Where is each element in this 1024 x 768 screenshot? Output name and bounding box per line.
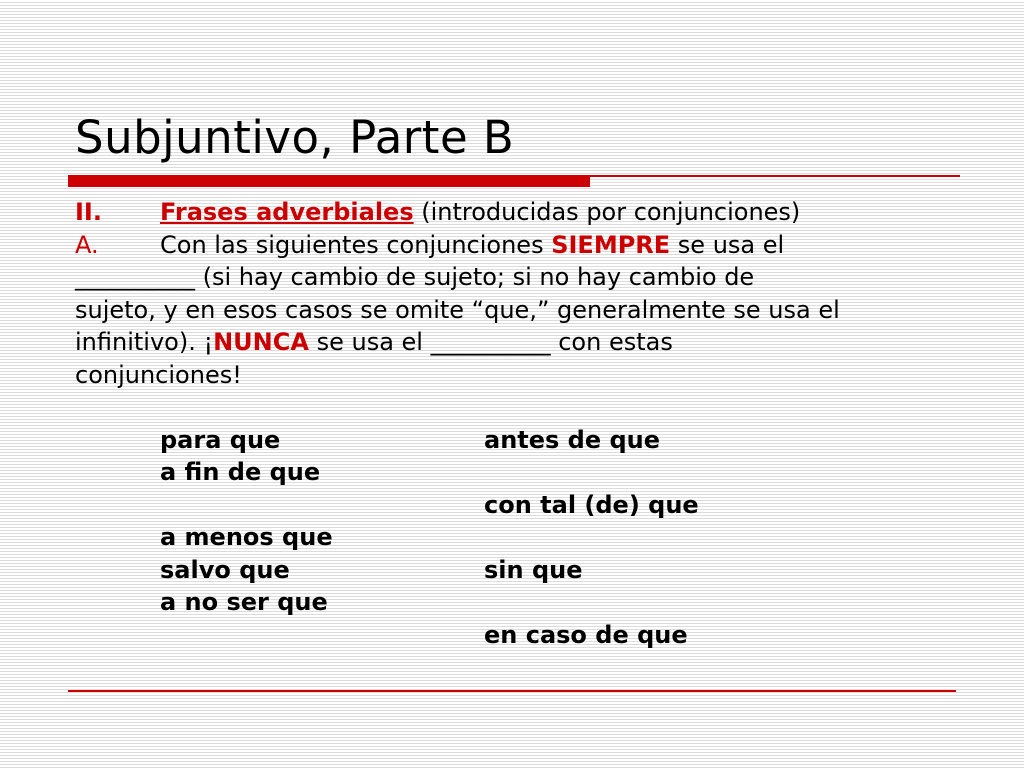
slide-title: Subjuntivo, Parte B — [75, 111, 515, 164]
conjunction-item: antes de que — [484, 426, 661, 454]
subsection-line — [75, 229, 955, 262]
conjunction-item: a menos que — [160, 523, 333, 551]
footer-divider — [68, 690, 956, 692]
subsection-text-1: Con las siguientes conjunciones — [160, 230, 552, 259]
paragraph-line-6: conjunciones! — [75, 360, 242, 389]
paragraph-line-4: sujeto, y en esos casos se omite “que,” generalmente se usa el — [75, 295, 840, 324]
section-heading-rest: (introducidas por conjunciones) — [413, 198, 801, 226]
conjunction-item: para que — [160, 426, 281, 454]
conjunction-item: a no ser que — [160, 588, 328, 616]
conjunction-item: a fin de que — [160, 458, 321, 486]
paragraph-line-5a: infinitivo). ¡ — [75, 328, 214, 356]
section-heading: Frases adverbiales — [160, 198, 414, 226]
conjunction-item: salvo que — [160, 556, 290, 584]
section-line — [75, 196, 955, 229]
paragraph-line-3: __________ (si hay cambio de sujeto; si no hay cambio de — [75, 263, 755, 291]
paragraph-line-5 — [75, 326, 955, 359]
nunca-emphasis: NUNCA — [213, 328, 309, 356]
section-marker: II. — [75, 198, 102, 226]
siempre-emphasis: SIEMPRE — [551, 230, 671, 259]
conjunction-item: con tal (de) que — [484, 491, 699, 519]
conjunction-item: sin que — [484, 556, 583, 584]
subsection-text-2: se usa el — [670, 230, 785, 259]
paragraph-line-5b: se usa el __________ con estas — [308, 328, 673, 356]
subsection-marker: A. — [75, 230, 99, 259]
slide-body — [75, 196, 955, 391]
conjunction-item: en caso de que — [484, 621, 688, 649]
title-divider-thick — [68, 175, 590, 187]
